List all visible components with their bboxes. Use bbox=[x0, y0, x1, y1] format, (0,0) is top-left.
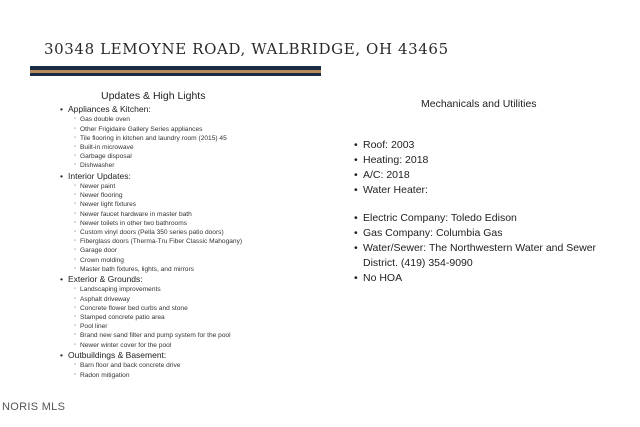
list-item: ◦ Pool liner bbox=[74, 322, 242, 331]
list-item: ◦ Brand new sand filter and pump system for the pool bbox=[74, 331, 242, 340]
mechanicals-heading: Mechanicals and Utilities bbox=[421, 98, 537, 110]
list-item: ◦ Newer light fixtures bbox=[74, 200, 242, 209]
list-item: ◦ Custom vinyl doors (Pella 350 series patio doors) bbox=[74, 228, 242, 237]
section-exterior bbox=[60, 274, 242, 350]
list-item: • Electric Company: Toledo Edison bbox=[354, 211, 604, 226]
list-item: • Gas Company: Columbia Gas bbox=[354, 226, 604, 241]
list-item: ◦ Landscaping improvements bbox=[74, 285, 242, 294]
list-item: ◦ Stamped concrete patio area bbox=[74, 313, 242, 322]
divider-navy-bottom bbox=[30, 73, 321, 76]
list-item: ◦ Dishwasher bbox=[74, 161, 242, 170]
section-label: • Interior Updates: bbox=[60, 171, 242, 182]
list-item: ◦ Garage door bbox=[74, 246, 242, 255]
list-item: ◦ Fiberglass doors (Therma-Tru Fiber Classic Mahogany) bbox=[74, 237, 242, 246]
list-item: ◦ Newer faucet hardware in master bath bbox=[74, 210, 242, 219]
section-label: • Outbuildings & Basement: bbox=[60, 350, 242, 361]
updates-list bbox=[60, 104, 242, 380]
list-item: ◦ Gas double oven bbox=[74, 115, 242, 124]
section-outbuildings bbox=[60, 350, 242, 380]
list-item: ◦ Radon mitigation bbox=[74, 371, 242, 380]
list-item: • Heating: 2018 bbox=[354, 153, 604, 168]
list-item: ◦ Barn floor and back concrete drive bbox=[74, 361, 242, 370]
list-item: • Water Heater: bbox=[354, 183, 604, 198]
property-address-title: 30348 LEMOYNE ROAD, WALBRIDGE, OH 43465 bbox=[44, 40, 449, 58]
list-item: ◦ Newer toilets in other two bathrooms bbox=[74, 219, 242, 228]
list-item: • Roof: 2003 bbox=[354, 138, 604, 153]
mechanicals-list bbox=[354, 138, 604, 286]
list-item: • A/C: 2018 bbox=[354, 168, 604, 183]
list-item: ◦ Tile flooring in kitchen and laundry room (2015) 45 bbox=[74, 134, 242, 143]
list-item: ◦ Crown molding bbox=[74, 256, 242, 265]
section-label: • Appliances & Kitchen: bbox=[60, 104, 242, 115]
list-item: ◦ Other Frigidaire Gallery Series appliances bbox=[74, 125, 242, 134]
list-item: ◦ Asphalt driveway bbox=[74, 295, 242, 304]
list-item: • Water/Sewer: The Northwestern Water and Sewer District. (419) 354-9090 bbox=[354, 241, 604, 271]
section-label: • Exterior & Grounds: bbox=[60, 274, 242, 285]
section-interior bbox=[60, 171, 242, 274]
mls-watermark: NORIS MLS bbox=[2, 401, 66, 413]
list-item: ◦ Newer winter cover for the pool bbox=[74, 341, 242, 350]
list-item: ◦ Garbage disposal bbox=[74, 152, 242, 161]
list-item: ◦ Newer paint bbox=[74, 182, 242, 191]
list-spacer bbox=[354, 198, 604, 211]
updates-heading: Updates & High Lights bbox=[101, 90, 206, 102]
list-item: • No HOA bbox=[354, 271, 604, 286]
list-item: ◦ Newer flooring bbox=[74, 191, 242, 200]
list-item: ◦ Built-in microwave bbox=[74, 143, 242, 152]
list-item: ◦ Master bath fixtures, lights, and mirrors bbox=[74, 265, 242, 274]
list-item: ◦ Concrete flower bed curbs and stone bbox=[74, 304, 242, 313]
section-appliances bbox=[60, 104, 242, 171]
